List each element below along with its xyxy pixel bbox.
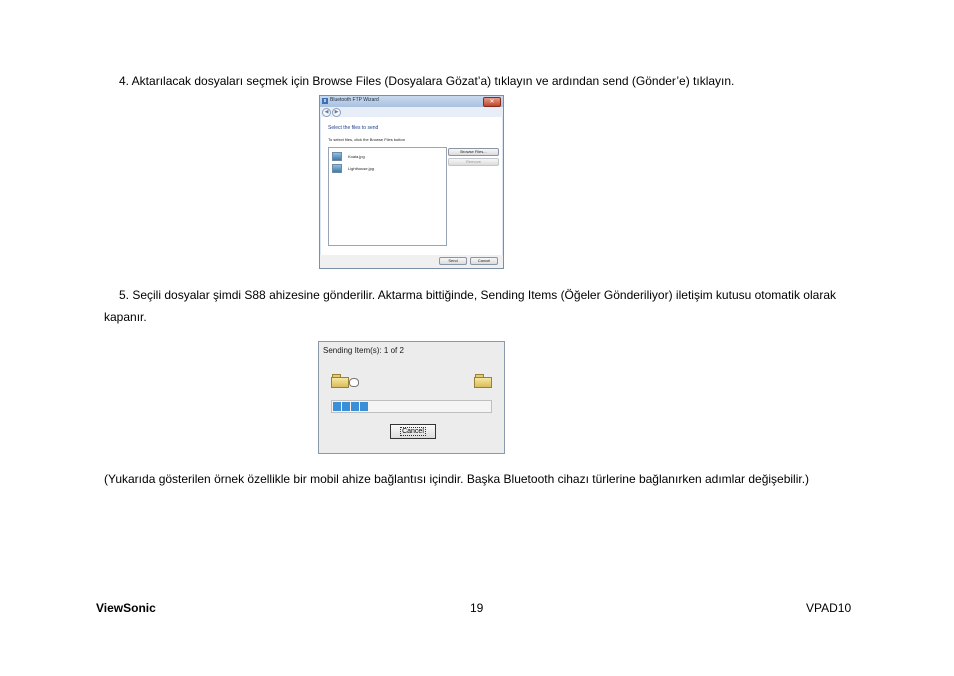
wizard-content — [321, 117, 502, 255]
image-file-icon — [332, 164, 342, 173]
footer-brand: ViewSonic — [96, 601, 156, 615]
file-name: Koala.jpg — [348, 154, 365, 159]
bluetooth-icon: ʙ — [323, 98, 327, 104]
sending-title: Sending Item(s): 1 of 2 — [323, 346, 404, 355]
file-name: Lighthouse.jpg — [348, 166, 375, 171]
progress-bar — [331, 400, 492, 413]
progress-segment — [351, 402, 359, 411]
image-file-icon — [332, 152, 342, 161]
step-5-text: 5. Seçili dosyalar şimdi S88 ahizesine gönderilir. Aktarma bittiğinde, Sending Items (Öğeler Gönderiliyor) iletişim kutusu otomatik olarak kapanır. — [104, 288, 836, 324]
footer-model: VPAD10 — [806, 601, 852, 615]
page-number: 19 — [470, 601, 484, 615]
sending-items-dialog — [318, 341, 505, 454]
progress-fill — [333, 402, 368, 411]
cancel-button[interactable] — [390, 424, 436, 439]
wizard-heading: Select the files to send — [328, 125, 379, 131]
note-text: (Yukarıda gösterilen örnek özellikle bir mobil ahize bağlantısı içindir. Başka Bluetooth cihazı türlerine bağlanırken adımlar değişebilir.) — [104, 472, 810, 486]
progress-segment — [360, 402, 368, 411]
progress-segment — [333, 402, 341, 411]
flying-document-icon — [349, 378, 359, 387]
send-button[interactable]: Send — [439, 257, 467, 265]
close-icon: ✕ — [489, 99, 495, 105]
remove-button[interactable]: Remove — [448, 158, 499, 166]
forward-arrow-icon: ▶ — [332, 108, 341, 117]
wizard-title: Bluetooth FTP Wizard — [330, 97, 379, 103]
wizard-titlebar — [320, 96, 503, 107]
destination-folder-icon — [474, 374, 492, 388]
browse-files-button[interactable]: Browse Files... — [448, 148, 499, 156]
progress-segment — [342, 402, 350, 411]
bluetooth-ftp-wizard-window — [319, 95, 504, 269]
source-folder-icon — [331, 374, 349, 388]
wizard-instruction: To select files, click the Browse Files button — [328, 137, 405, 142]
wizard-footer — [320, 255, 503, 268]
cancel-label: Cancel — [402, 428, 424, 435]
back-arrow-icon[interactable]: ◀ — [322, 108, 331, 117]
step-4-text: 4. Aktarılacak dosyaları seçmek için Browse Files (Dosyalara Gözat’a) tıklayın ve ardından send (Gönder’e) tıklayın. — [119, 74, 735, 88]
file-list[interactable] — [328, 147, 447, 246]
wizard-navbar — [320, 107, 503, 117]
close-button[interactable] — [483, 97, 501, 107]
cancel-button[interactable]: Cancel — [470, 257, 498, 265]
